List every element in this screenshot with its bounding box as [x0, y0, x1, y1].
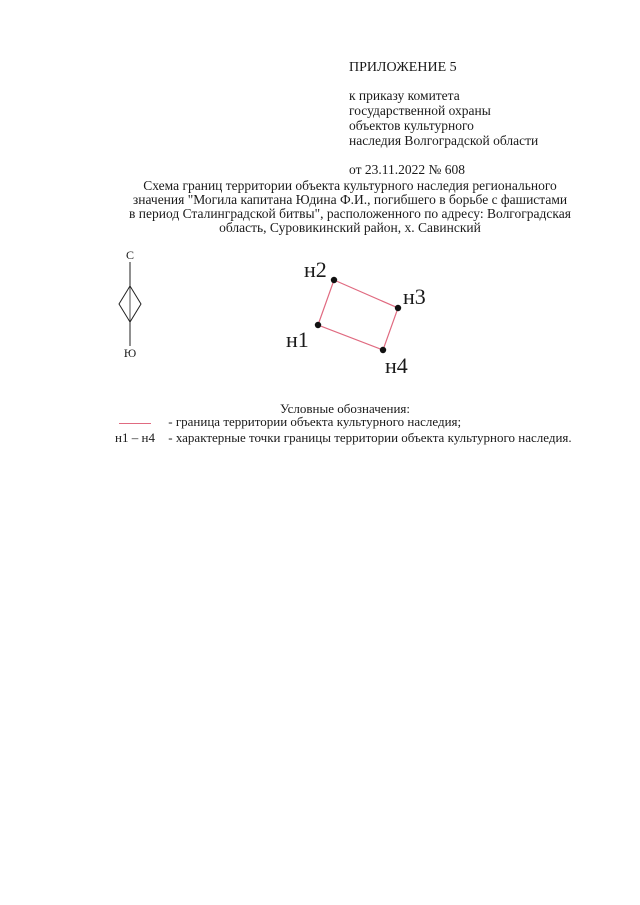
north-label: С	[125, 248, 134, 262]
boundary-line-icon	[119, 423, 151, 424]
boundary-plan	[270, 250, 450, 390]
legend-boundary-desc: - граница территории объекта культурного наследия;	[168, 414, 462, 430]
scheme-title-line-4: область, Суровикинский район, х. Савинский	[219, 220, 481, 235]
scheme-title	[80, 179, 620, 235]
appendix-line-4: наследия Волгоградской области	[349, 133, 539, 148]
appendix-date: от 23.11.2022 № 608	[349, 162, 465, 177]
boundary-plan-svg	[270, 250, 450, 390]
scheme-title-line-3: в период Сталинградской битвы", расположенного по адресу: Волгоградская	[129, 206, 571, 221]
compass-needle-icon	[110, 262, 150, 348]
north-arrow	[110, 248, 150, 368]
appendix-line-3: объектов культурного	[349, 118, 474, 133]
appendix-header	[349, 60, 619, 177]
point-label-n4: н4	[385, 353, 408, 378]
boundary-point-n3	[395, 305, 401, 311]
point-label-n2: н2	[304, 257, 327, 282]
appendix-line-1: к приказу комитета	[349, 88, 460, 103]
scheme-title-line-2: значения "Могила капитана Юдина Ф.И., погибшего в борьбе с фашистами	[132, 192, 568, 207]
legend-points-symbol: н1 – н4	[115, 430, 155, 446]
legend-row-boundary	[105, 414, 461, 429]
appendix-title: ПРИЛОЖЕНИЕ 5	[349, 60, 457, 75]
south-label: Ю	[123, 346, 137, 360]
scheme-title-line-1: Схема границ территории объекта культурного наследия регионального	[143, 178, 557, 193]
boundary-point-n1	[315, 322, 321, 328]
legend-boundary-symbol	[105, 415, 165, 429]
point-label-n3: н3	[403, 284, 426, 309]
legend-points-desc: - характерные точки границы территории объекта культурного наследия.	[168, 430, 572, 446]
legend-title: Условные обозначения:	[280, 401, 411, 416]
boundary-polygon	[318, 280, 398, 350]
boundary-point-n2	[331, 277, 337, 283]
point-label-n1: н1	[286, 327, 309, 352]
legend-row-points	[105, 430, 572, 445]
appendix-line-2: государственной охраны	[349, 103, 491, 118]
